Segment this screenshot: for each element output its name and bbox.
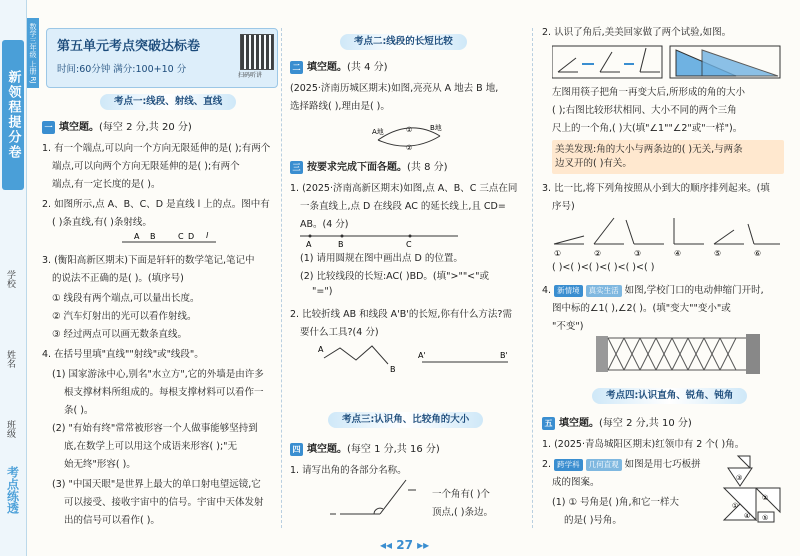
question-text: 2. 认识了角后,美美回家做了两个试验,如图。 xyxy=(542,27,732,38)
question-text: 一条直线上,点 D 在线段 AC 的延长线上,且 CD= xyxy=(300,201,506,212)
qr-code-icon[interactable] xyxy=(240,34,274,70)
section-number: 二 xyxy=(290,61,303,74)
real-life-tag: 真实生活 xyxy=(586,285,622,297)
question-text: 序号) xyxy=(552,201,575,212)
finding-box xyxy=(552,140,784,174)
question-text: 图中标的∠1( ),∠2( )。(填"变大""变小"或 xyxy=(552,303,731,314)
section-score: (每空 2 分,共 10 分) xyxy=(599,418,692,429)
field-name: 姓名 xyxy=(5,350,15,368)
brand-label: 新领程提分卷 xyxy=(2,40,24,190)
sliding-gate-figure xyxy=(596,330,776,376)
angle-label: ⑤ xyxy=(714,249,722,258)
point-label-b: B xyxy=(150,232,156,241)
section-score: (共 4 分) xyxy=(347,62,388,73)
point-label-c: C xyxy=(406,240,412,248)
route-figure xyxy=(370,118,450,154)
question-text: 端点,可以向两个方向无限延伸的是( );有两个 xyxy=(52,161,240,172)
question-text: 的是( )号角。 xyxy=(564,515,622,526)
question-text: "不变") xyxy=(552,321,584,332)
brand-label-2: 考点练透 xyxy=(5,466,20,514)
grade-tab: 数学三年级 上册 RJ xyxy=(27,18,39,88)
points-line-figure xyxy=(300,228,460,248)
answer-row: ( )<( )<( )<( )<( )<( ) xyxy=(552,262,655,273)
section-title: 填空题。 xyxy=(307,444,347,455)
segment-label-b: B' xyxy=(500,351,508,360)
page-number: ◂◂ 27 ▸▸ xyxy=(380,538,430,552)
question-text: 出的信号可以看作( )。 xyxy=(64,515,160,526)
angle-figure xyxy=(320,478,420,522)
topic-4-pill: 考点四:认识直角、锐角、钝角 xyxy=(592,388,747,404)
question-text: 端点,有一定长度的是( )。 xyxy=(52,179,161,190)
question-text: 2. 跨学科 几何直观 如图是用七巧板拼 xyxy=(542,459,701,470)
question-text: "=") xyxy=(312,286,333,297)
note-item: ① 线段有两个端点,可以量出长度。 xyxy=(52,293,200,304)
finding-line: 美美发现:角的大小与两条边的( )无关,与两条 xyxy=(555,144,743,155)
question-text: (2025·济南历城区期末)如图,亮亮从 A 地去 B 地, xyxy=(290,83,499,94)
question-text: ( )条直线,有( )条射线。 xyxy=(52,217,152,228)
note-item: ② 汽车灯射出的光可以看作射线。 xyxy=(52,311,197,322)
route-label-b: B地 xyxy=(430,124,442,132)
question-text: (1) ① 号角是( )角,和它一样大 xyxy=(552,497,679,508)
point-label-a: A xyxy=(306,240,312,248)
route-label-a: A地 xyxy=(372,128,384,136)
page-title: 第五单元考点突破达标卷 xyxy=(57,39,201,54)
line-label-l: l xyxy=(206,231,209,240)
section-score: (共 8 分) xyxy=(407,162,448,173)
section-title: 填空题。 xyxy=(59,122,99,133)
question-text: 始无终"形容( )。 xyxy=(64,459,136,470)
straight-line-figure xyxy=(120,230,220,250)
section-number: 五 xyxy=(542,417,555,430)
question-text: 2. 比较折线 AB 和线段 A'B'的长短,你有什么方法?需 xyxy=(290,309,512,320)
question-text: 3. 比一比,将下列角按照从小到大的顺序排列起来。(填 xyxy=(542,183,770,194)
angles-to-order-figure xyxy=(550,214,784,260)
question-text: (1) 国家游泳中心,别名"水立方",它的外墙是由许多 xyxy=(52,369,264,380)
question-text: 4. 新情境 真实生活 如图,学校门口的电动伸缩门开时, xyxy=(542,285,764,296)
question-text: AB。(4 分) xyxy=(300,219,349,230)
section-4-header xyxy=(290,440,440,456)
route-2-label: ② xyxy=(406,144,413,152)
question-text: 尺上的一个角,( )大(填"∠1""∠2"或"一样")。 xyxy=(552,123,743,134)
page-number-value: 27 xyxy=(396,538,413,552)
question-text: (2) 比较线段的长短:AC( )BD。(填">""<"或 xyxy=(300,271,490,282)
question-text: 2. 如图所示,点 A、B、C、D 是直线 l 上的点。图中有 xyxy=(42,199,270,210)
point-label-c: C xyxy=(178,232,184,241)
section-title: 填空题。 xyxy=(559,418,599,429)
field-school: 学校 xyxy=(5,270,15,288)
column-divider xyxy=(281,28,282,528)
point-label-b: B xyxy=(338,240,344,248)
tangram-figure xyxy=(718,452,786,528)
question-text: 成的图案。 xyxy=(552,477,600,488)
angle-label: ① xyxy=(554,249,562,258)
question-text: (3) "中国天眼"是世界上最大的单口射电望远镜,它 xyxy=(52,479,261,490)
topic-2-pill: 考点二:线段的长短比较 xyxy=(340,34,467,50)
question-text: 一个角有( )个 xyxy=(432,489,490,500)
exam-meta: 时间:60分钟 满分:100+10 分 xyxy=(57,64,187,75)
question-text: 顶点,( )条边。 xyxy=(432,507,493,518)
section-number: 四 xyxy=(290,443,303,456)
angle-label: ⑥ xyxy=(754,249,762,258)
angle-label: ② xyxy=(594,249,602,258)
question-text: 3. (衡阳高新区期末)下面是轩轩的数学笔记,笔记中 xyxy=(42,255,255,266)
section-score: (每空 2 分,共 20 分) xyxy=(99,122,192,133)
topic-3-pill: 考点三:认识角、比较角的大小 xyxy=(328,412,483,428)
cross-discipline-tag: 跨学科 xyxy=(554,459,583,471)
section-score: (每空 1 分,共 16 分) xyxy=(347,444,440,455)
binding-strip xyxy=(0,0,27,556)
question-text: (2) "有始有终"常常被形容一个人做事能够坚持到 xyxy=(52,423,258,434)
field-class: 班级 xyxy=(5,420,15,438)
angle-label: ④ xyxy=(674,249,682,258)
section-number: 三 xyxy=(290,161,303,174)
question-text: 底,在数学上可以用这个成语来形容( );"无 xyxy=(64,441,238,452)
question-text: 4. 在括号里填"直线""射线"或"线段"。 xyxy=(42,349,204,360)
point-label-a: A xyxy=(134,232,140,241)
tangram-label: ⑤ xyxy=(762,514,769,522)
column-divider xyxy=(532,28,533,528)
question-text: 要什么工具?(4 分) xyxy=(300,327,379,338)
note-item: ③ 经过两点可以画无数条直线。 xyxy=(52,329,188,340)
tangram-label: ② xyxy=(762,494,769,502)
point-label-d: D xyxy=(188,232,195,241)
question-text: 的说法不正确的是( )。(填序号) xyxy=(52,273,184,284)
polyline-and-segment-figure xyxy=(318,340,518,376)
experiment-figure xyxy=(552,44,782,82)
question-text: 根支撑材料所组成的。每根支撑材料可以看作一 xyxy=(64,387,264,398)
section-number: 一 xyxy=(42,121,55,134)
question-text: (1) 请用圆规在图中画出点 D 的位置。 xyxy=(300,253,463,264)
question-text: ( );右图比较形状相同、大小不同的两个三角 xyxy=(552,105,737,116)
tangram-label: ① xyxy=(732,502,739,510)
section-2-header xyxy=(290,58,388,74)
angle-label: ③ xyxy=(634,249,642,258)
section-3-header xyxy=(290,158,448,174)
section-5-header xyxy=(542,414,692,430)
route-1-label: ① xyxy=(406,126,413,134)
question-text: 1. (2025·济南高新区期末)如图,点 A、B、C 三点在同 xyxy=(290,183,518,194)
section-title: 填空题。 xyxy=(307,62,347,73)
question-text: 可以接受、接收宇宙中的信号。宇宙中天体发射 xyxy=(64,497,264,508)
new-scenario-tag: 新情境 xyxy=(554,285,583,297)
qr-label: 扫码听讲 xyxy=(238,72,263,79)
question-text: 条( )。 xyxy=(64,405,94,416)
finding-line: 边叉开的( )有关。 xyxy=(555,158,632,169)
question-text: 左图用筷子把角一再变大后,所形成的角的大小 xyxy=(552,87,746,98)
segment-label-a: A' xyxy=(418,351,426,360)
geometry-tag: 几何直观 xyxy=(586,459,622,471)
section-1-header xyxy=(42,118,192,134)
topic-1-pill: 考点一:线段、射线、直线 xyxy=(100,94,236,110)
tangram-label: ③ xyxy=(736,474,743,482)
zigzag-label-b: B xyxy=(390,365,396,374)
question-text: 1. 请写出角的各部分名称。 xyxy=(290,465,407,476)
question-text: 1. (2025·青岛城阳区期末)红领巾有 2 个( )角。 xyxy=(542,439,745,450)
section-title: 按要求完成下面各题。 xyxy=(307,162,407,173)
question-number: 4. xyxy=(542,285,555,296)
question-text: 1. 有一个端点,可以向一个方向无限延伸的是( );有两个 xyxy=(42,143,271,154)
tangram-label: ④ xyxy=(744,512,751,520)
zigzag-label-a: A xyxy=(318,345,324,354)
question-text: 选择路线( ),理由是( )。 xyxy=(290,101,390,112)
